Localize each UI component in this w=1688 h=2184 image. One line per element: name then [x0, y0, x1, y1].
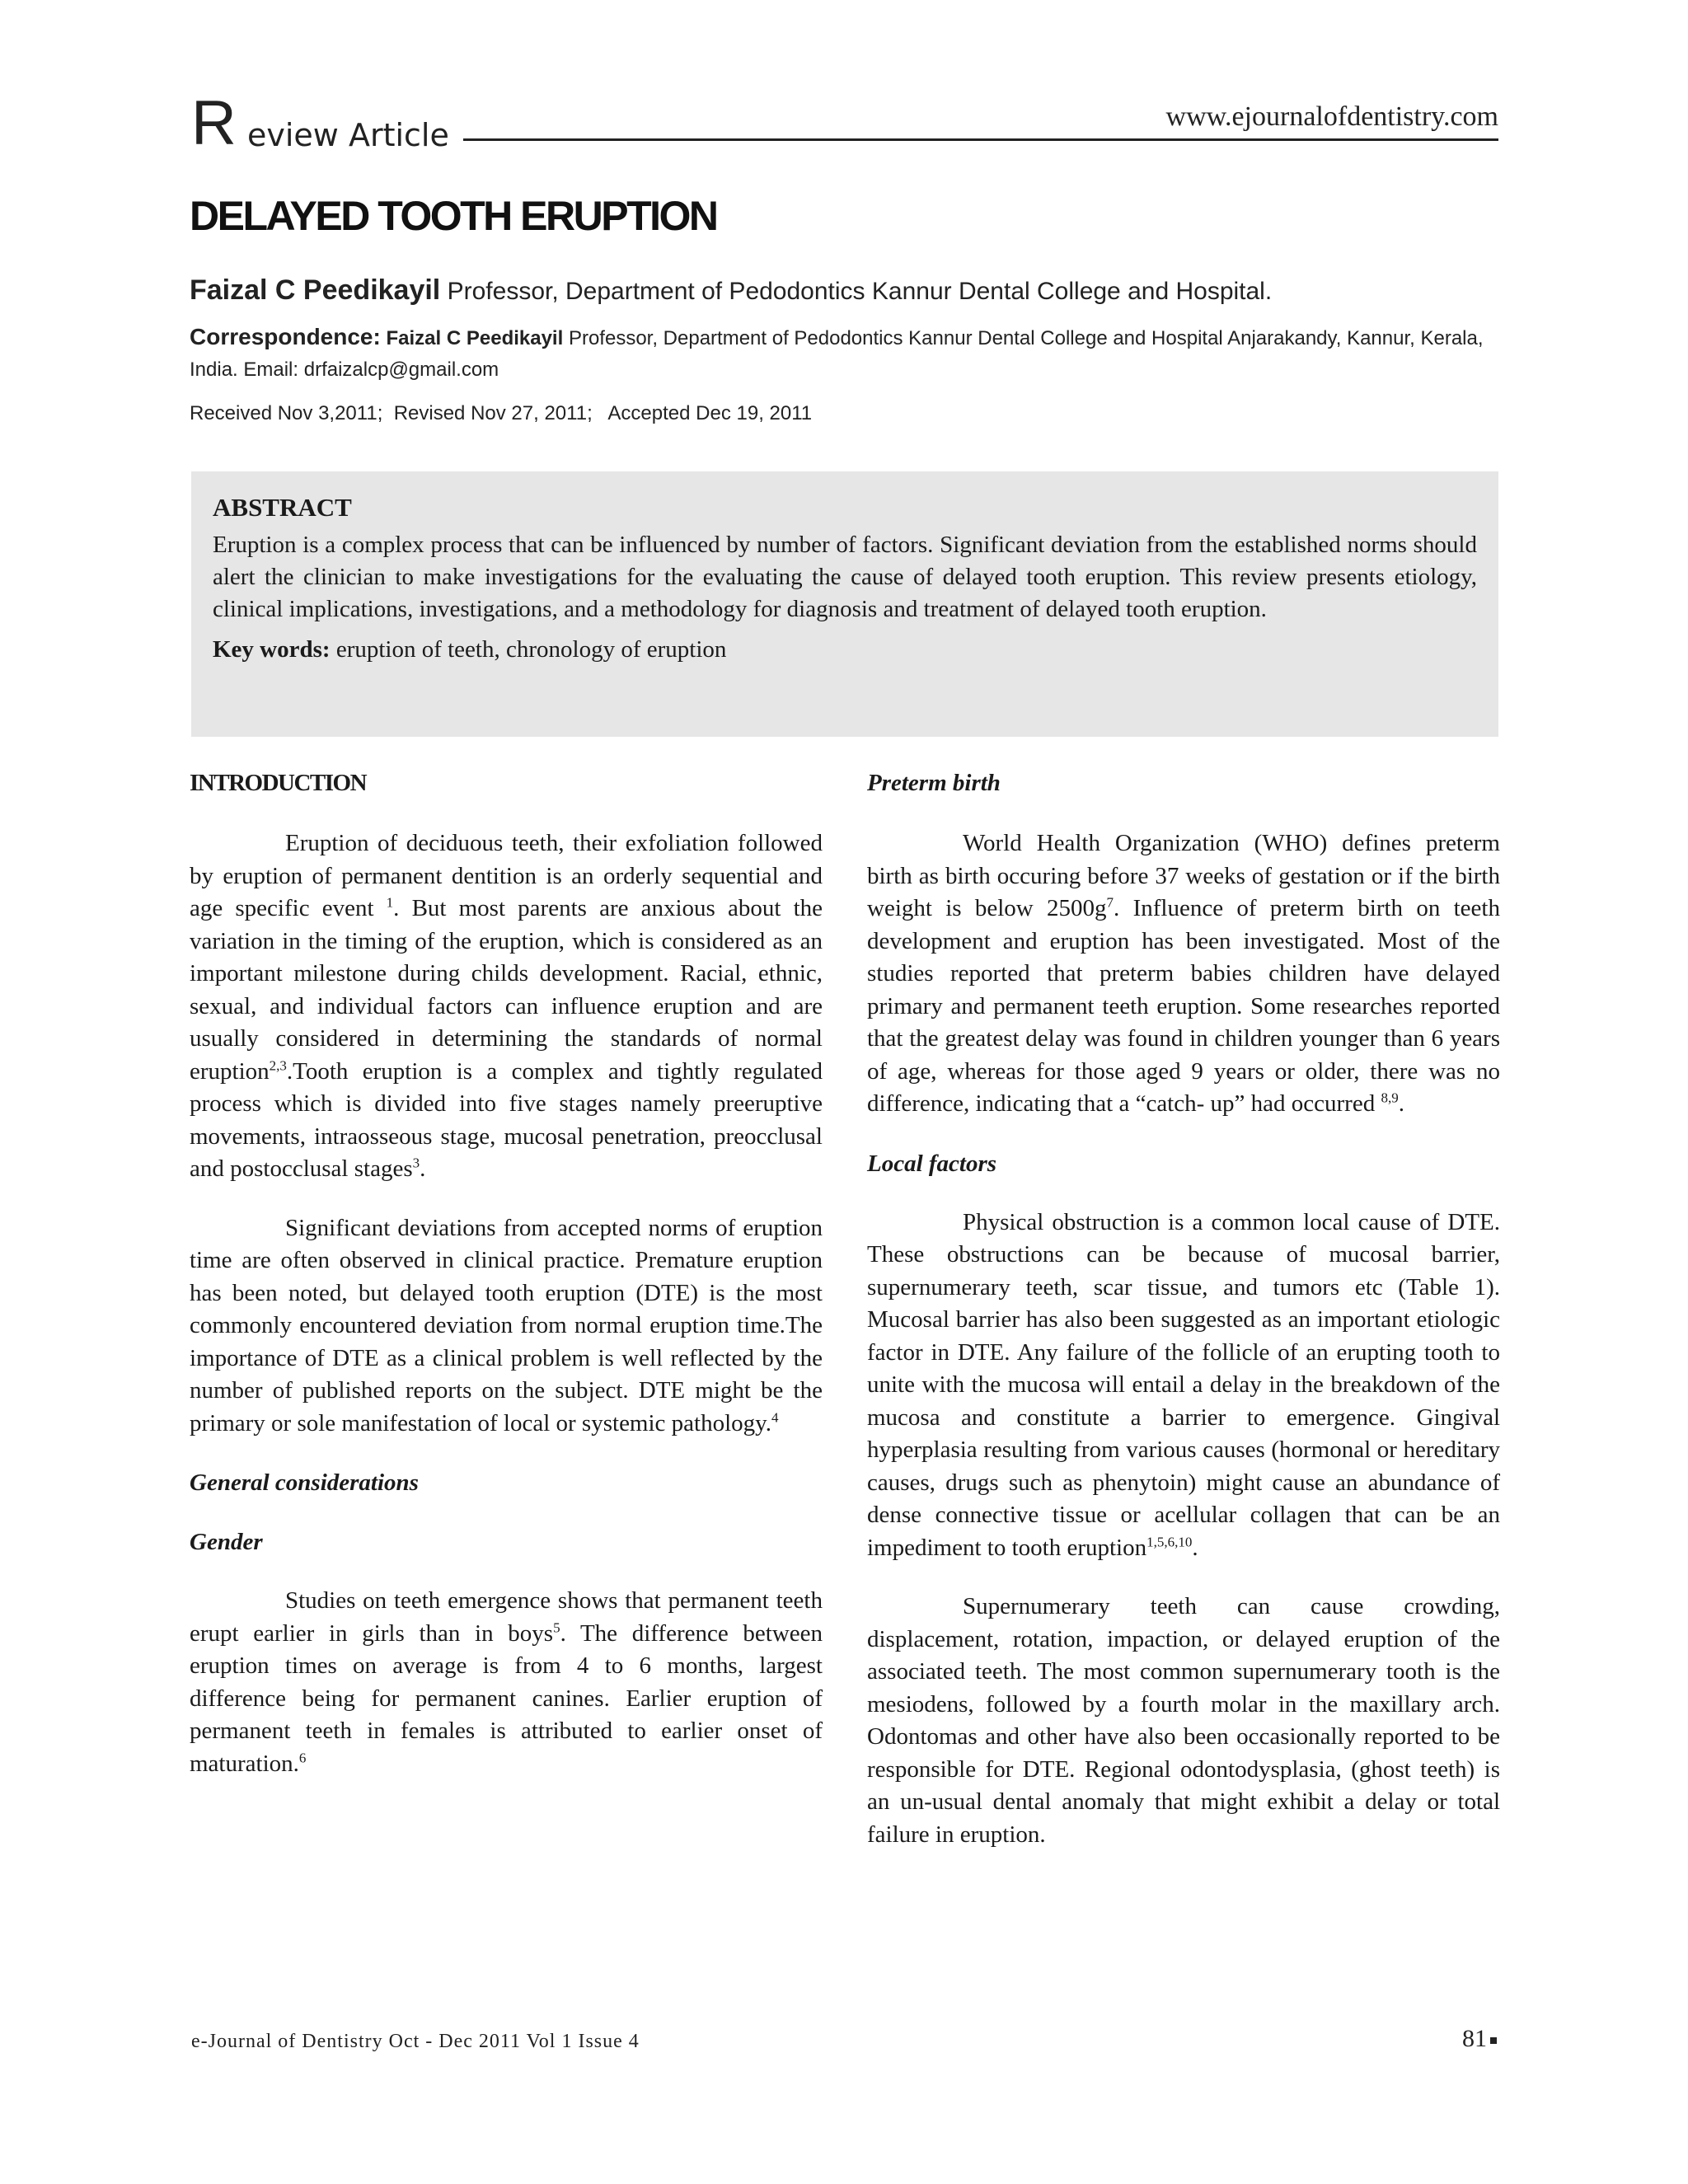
author-name: Faizal C Peedikayil	[190, 274, 441, 306]
local-factors-paragraph-1: Physical obstruction is a common local cause of DTE. These obstructions can be because of mucosal barrier, supernumerary teeth, scar tissue, and tumors etc (Table 1). Mucosal barrier has also been suggested as an important etiologic factor in DTE. Any failure of the follicle of an erupting tooth to unite with the mucosa will entail a delay in the breakdown of the mucosa and constitute a barrier to emergence. Gingival hyperplasia resulting from various causes (hormonal or hereditary causes, drugs such as phenytoin) might cause an abundance of dense connective tissue or acellular collagen that can be an impediment to tooth eruption$^{1,5,6,10}$.	[867, 1208, 1500, 1561]
right-column	[867, 766, 1500, 1851]
author-affiliation: Professor, Department of Pedodontics Kannur Dental College and Hospital.	[447, 278, 1273, 305]
introduction-paragraph-2: Significant deviations from accepted norms of eruption time are often observed in clinical practice. Premature eruption has been noted, but delayed tooth eruption (DTE) is the most commonly encountered deviation from normal eruption time.The importance of DTE as a clinical problem is well reflected by the number of published reports on the subject. DTE might be the primary or sole manifestation of local or systemic pathology.$^4$	[190, 1214, 823, 1436]
correspondence-name: Faizal C Peedikayil	[386, 327, 564, 349]
page-marker-square	[1490, 2037, 1497, 2044]
abstract-body: Eruption is a complex process that can be influenced by number of factors. Significant deviation from the established norms should alert the clinician to make investigations for the evaluating the cause of delayed tooth eruption. This review presents etiology, clinical implications, investigations, and a methodology for diagnosis and treatment of delayed tooth eruption.	[213, 532, 1477, 622]
gender-heading: Gender	[190, 1529, 263, 1555]
introduction-paragraph-1: Eruption of deciduous teeth, their exfoliation followed by eruption of permanent dentition is an orderly sequential and age specific event $^1$. But most parents are anxious about the variation in the timing of the eruption, which is considered as an important milestone during childs development. Racial, ethnic, sexual, and individual factors can influence eruption and are usually considered in determining the standards of normal eruption$^{2,3}$.Tooth eruption is a complex and tightly regulated process which is divided into five stages namely preeruptive movements, intraosseous stage, mucosal penetration, preocclusal and postocclusal stages$^3$.	[190, 830, 823, 1182]
abstract-heading: ABSTRACT	[213, 493, 352, 522]
footer-journal-info: e-Journal of Dentistry Oct - Dec 2011 Vol 1 Issue 4	[191, 2031, 640, 2052]
preterm-birth-paragraph: World Health Organization (WHO) defines preterm birth as birth occuring before 37 weeks of gestation or if the birth weight is below $2500g^7$. Influence of preterm birth on teeth development and eruption has been investigated. Most of the studies reported that preterm babies children have delayed primary and permanent teeth eruption. Some researches reported that the greatest delay was found in children younger than 6 years of age, whereas for those aged 9 years or older, there was no difference, indicating that a “catch- up” had occurred $^{8,9}$.	[867, 830, 1500, 1117]
section-label: eview Article	[247, 117, 449, 153]
general-considerations-heading: General considerations	[190, 1469, 419, 1496]
local-factors-paragraph-2: Supernumerary teeth can cause crowding, displacement, rotation, impaction, or delayed eruption of the associated teeth. The most common supernumerary tooth is the mesiodens, followed by a fourth molar in the maxillary arch. Odontomas and other have also been occasionally reported to be responsible for DTE. Regional odontodysplasia, (ghost teeth) is an un-usual dental anomaly that might exhibit a delay or total failure in eruption.	[867, 1593, 1500, 1848]
gender-paragraph: Studies on teeth emergence shows that permanent teeth erupt earlier in girls than in boys$^5$. The difference between eruption times on average is from 4 to 6 months, largest difference being for permanent canines. Earlier eruption of permanent teeth in females is attributed to earlier onset of maturation.$^6$	[190, 1587, 823, 1777]
keywords-text: eruption of teeth, chronology of eruption	[335, 636, 727, 663]
article-title: DELAYED TOOTH ERUPTION	[190, 193, 717, 239]
introduction-heading: INTRODUCTION	[190, 770, 367, 796]
running-header	[191, 88, 1498, 158]
author-line	[190, 274, 1508, 308]
page-number: 81	[1462, 2024, 1497, 2054]
preterm-birth-heading: Preterm birth	[867, 770, 1001, 796]
abstract-box	[191, 471, 1498, 737]
header-rule	[463, 138, 1498, 141]
correspondence-text: Professor, Department of Pedodontics Kannur Dental College and Hospital Anjarakandy, Kannur, Kerala, India. Email: drfaizalcp@gmail.com	[190, 327, 1484, 381]
keywords-label: Key words:	[213, 636, 331, 663]
correspondence	[190, 321, 1500, 386]
section-initial: R	[191, 88, 237, 158]
left-column	[190, 766, 823, 1780]
local-factors-heading: Local factors	[867, 1150, 997, 1177]
article-dates: Received Nov 3,2011; Revised Nov 27, 2011; Accepted Dec 19, 2011	[190, 402, 813, 424]
keywords	[213, 634, 1477, 666]
journal-url[interactable]: www.ejournalofdentistry.com	[1165, 101, 1498, 132]
correspondence-label: Correspondence:	[190, 324, 381, 349]
